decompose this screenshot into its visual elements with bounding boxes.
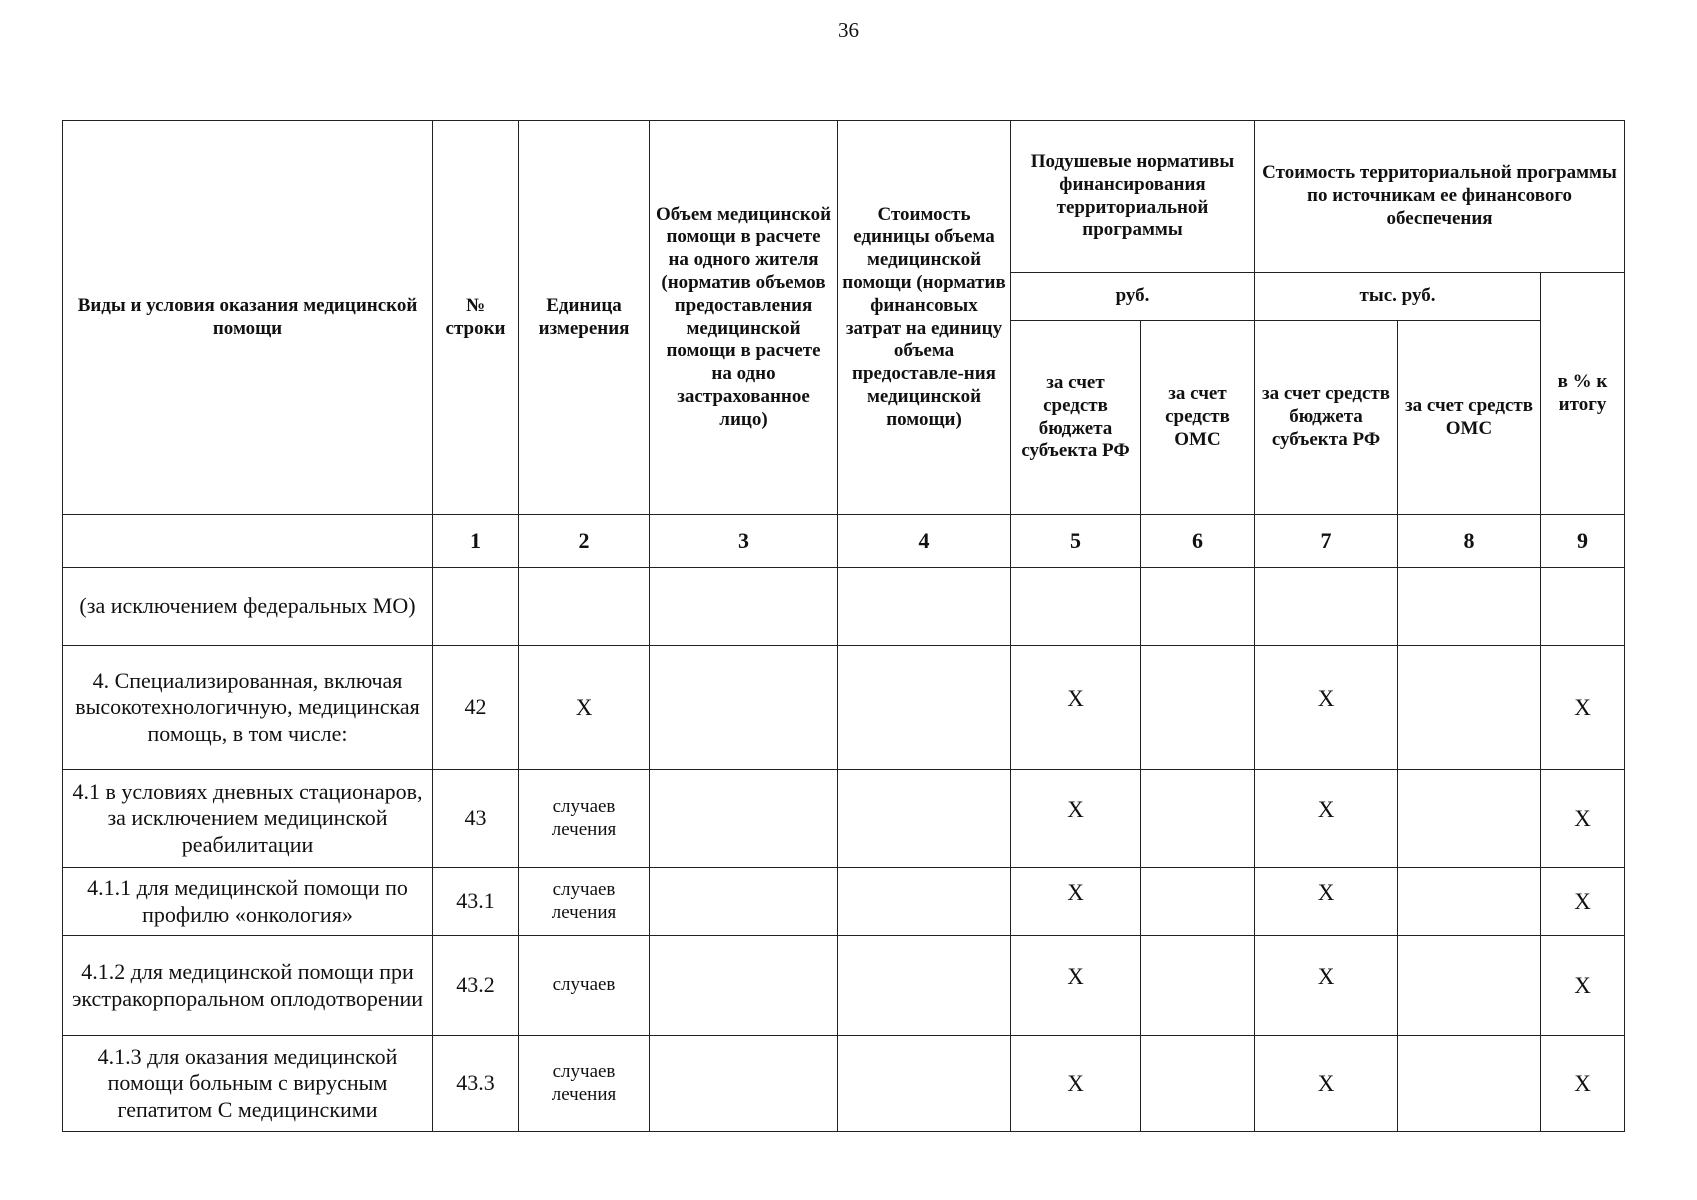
row-volume <box>650 568 838 646</box>
column-number: 1 <box>433 515 519 568</box>
row-volume <box>650 936 838 1036</box>
row-budget-rf: Х <box>1011 936 1141 1036</box>
row-name: 4.1.3 для оказания медицинской помощи больным с вирусным гепатитом С медицинскими <box>63 1036 433 1132</box>
row-number: 42 <box>433 646 519 770</box>
header-oms: за счет средств ОМС <box>1141 321 1255 515</box>
row-cost-per-unit <box>838 936 1011 1036</box>
row-oms-2 <box>1398 868 1541 936</box>
row-volume <box>650 1036 838 1132</box>
row-budget-rf-2: Х <box>1255 868 1398 936</box>
row-budget-rf-2: Х <box>1255 1036 1398 1132</box>
row-name: 4.1.1 для медицинской помощи по профилю «онкология» <box>63 868 433 936</box>
row-cost-per-unit <box>838 868 1011 936</box>
column-number: 6 <box>1141 515 1255 568</box>
row-oms <box>1141 770 1255 868</box>
header-budget-rf-2: за счет средств бюджета субъекта РФ <box>1255 321 1398 515</box>
row-oms-2 <box>1398 936 1541 1036</box>
header-oms-2: за счет средств ОМС <box>1398 321 1541 515</box>
row-budget-rf: Х <box>1011 646 1141 770</box>
row-budget-rf: Х <box>1011 1036 1141 1132</box>
row-number: 43.2 <box>433 936 519 1036</box>
column-number: 3 <box>650 515 838 568</box>
header-program-cost-group: Стоимость территориальной программы по источникам ее финансового обеспечения <box>1255 121 1625 273</box>
row-budget-rf-2: Х <box>1255 646 1398 770</box>
table-row <box>63 1036 1625 1132</box>
row-budget-rf-2 <box>1255 568 1398 646</box>
row-oms <box>1141 868 1255 936</box>
row-percent: Х <box>1541 868 1625 936</box>
row-budget-rf-2: Х <box>1255 770 1398 868</box>
row-number: 43.3 <box>433 1036 519 1132</box>
column-number: 4 <box>838 515 1011 568</box>
row-unit: случаев <box>519 936 650 1036</box>
header-percent: в % к итогу <box>1541 273 1625 515</box>
header-unit: Единица измерения <box>519 121 650 515</box>
header-types-of-care: Виды и условия оказания медицинской помощи <box>63 121 433 515</box>
header-row-number: № строки <box>433 121 519 515</box>
row-name: 4.1.2 для медицинской помощи при экстракорпоральном оплодотворении <box>63 936 433 1036</box>
header-cost-per-unit: Стоимость единицы объема медицинской помощи (норматив финансовых затрат на единицу объема предоставле-ния медицинской помощи) <box>838 121 1011 515</box>
header-per-capita-group: Подушевые нормативы финансирования территориальной программы <box>1011 121 1255 273</box>
page-number: 36 <box>838 18 859 42</box>
row-unit: случаев лечения <box>519 1036 650 1132</box>
row-budget-rf <box>1011 568 1141 646</box>
row-oms <box>1141 646 1255 770</box>
header-budget-rf: за счет средств бюджета субъекта РФ <box>1011 321 1141 515</box>
program-cost-table <box>62 120 1625 1132</box>
column-number: 7 <box>1255 515 1398 568</box>
table-row <box>63 646 1625 770</box>
table-row <box>63 568 1625 646</box>
row-volume <box>650 868 838 936</box>
row-unit <box>519 568 650 646</box>
row-percent: Х <box>1541 770 1625 868</box>
row-number: 43.1 <box>433 868 519 936</box>
column-number: 2 <box>519 515 650 568</box>
row-volume <box>650 646 838 770</box>
row-number <box>433 568 519 646</box>
header-rub: руб. <box>1011 273 1255 321</box>
column-number-blank <box>63 515 433 568</box>
row-oms-2 <box>1398 646 1541 770</box>
table-row <box>63 868 1625 936</box>
row-percent: Х <box>1541 1036 1625 1132</box>
row-unit: Х <box>519 646 650 770</box>
row-percent <box>1541 568 1625 646</box>
table-row <box>63 770 1625 868</box>
row-name: 4.1 в условиях дневных стационаров, за исключением медицинской реабилитации <box>63 770 433 868</box>
row-oms <box>1141 936 1255 1036</box>
row-cost-per-unit <box>838 646 1011 770</box>
row-unit: случаев лечения <box>519 868 650 936</box>
row-percent: Х <box>1541 646 1625 770</box>
header-thousand-rub: тыс. руб. <box>1255 273 1541 321</box>
row-budget-rf-2: Х <box>1255 936 1398 1036</box>
column-number: 8 <box>1398 515 1541 568</box>
row-oms-2 <box>1398 568 1541 646</box>
header-volume: Объем медицинской помощи в расчете на одного жителя (норматив объемов предоставления медицинской помощи в расчете на одно застрахованное лицо) <box>650 121 838 515</box>
row-cost-per-unit <box>838 770 1011 868</box>
row-oms-2 <box>1398 770 1541 868</box>
row-oms <box>1141 1036 1255 1132</box>
row-percent: Х <box>1541 936 1625 1036</box>
row-cost-per-unit <box>838 1036 1011 1132</box>
row-oms-2 <box>1398 1036 1541 1132</box>
row-name: (за исключением федеральных МО) <box>63 568 433 646</box>
column-number: 5 <box>1011 515 1141 568</box>
row-oms <box>1141 568 1255 646</box>
row-name: 4. Специализированная, включая высокотехнологичную, медицинская помощь, в том числе: <box>63 646 433 770</box>
row-budget-rf: Х <box>1011 868 1141 936</box>
column-number: 9 <box>1541 515 1625 568</box>
row-budget-rf: Х <box>1011 770 1141 868</box>
row-number: 43 <box>433 770 519 868</box>
row-volume <box>650 770 838 868</box>
row-unit: случаев лечения <box>519 770 650 868</box>
row-cost-per-unit <box>838 568 1011 646</box>
table-row <box>63 936 1625 1036</box>
column-numbers-row <box>63 515 1625 568</box>
